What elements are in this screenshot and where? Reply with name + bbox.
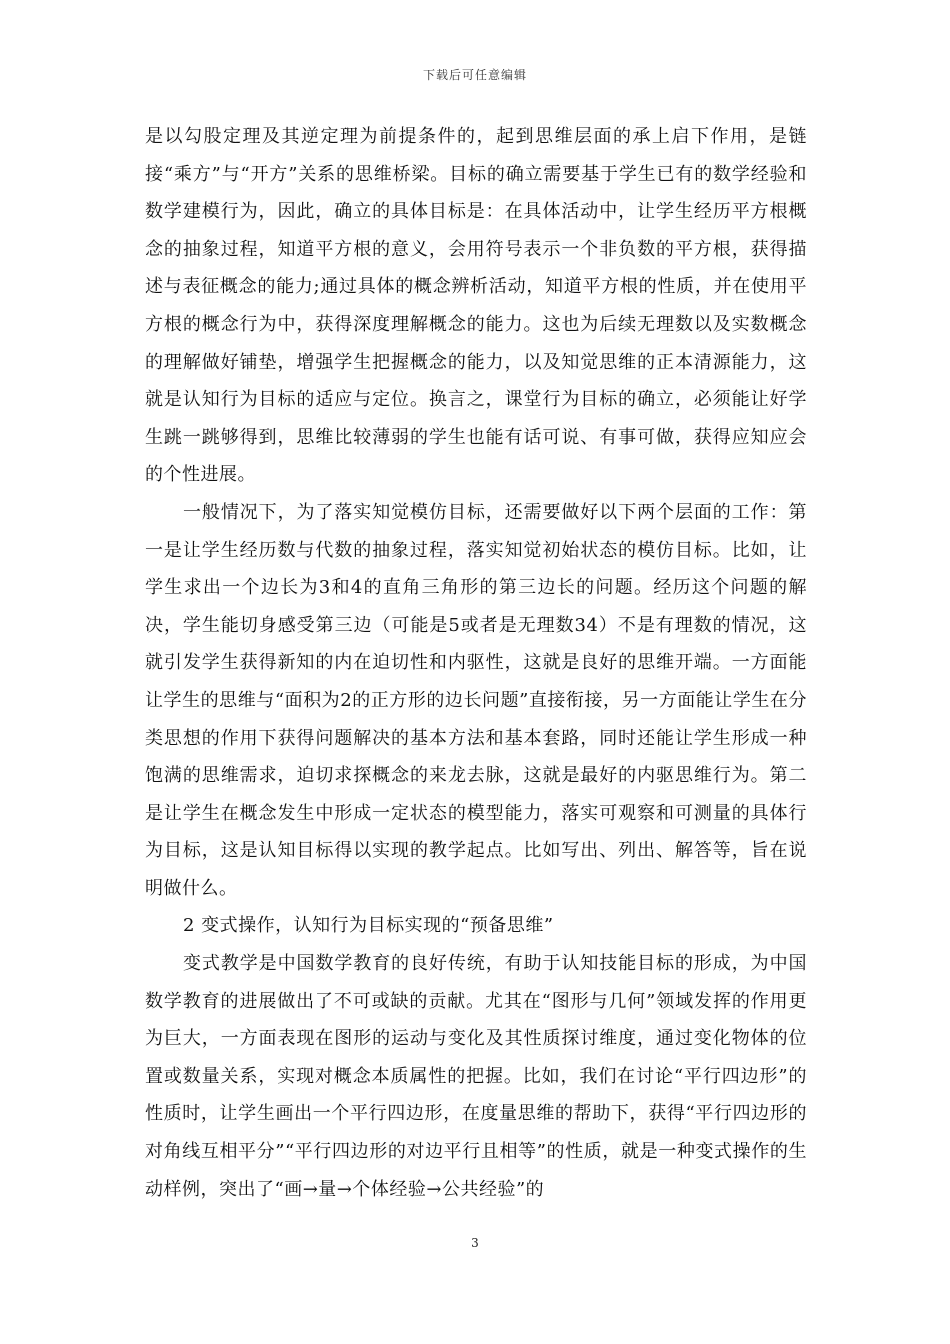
page-header: 下载后可任意编辑 [422,68,527,82]
section-heading: 2 变式操作，认知行为目标实现的“预备思维” [183,915,554,937]
paragraph-perception-goals: 一般情况下，为了落实知觉模仿目标，还需要做好以下两个层面的工作：第一是让学生经历数与代数的抽象过程，落实知觉初始状态的模仿目标。比如，让学生求出一个边长为3和4的直角三角形的第三边长的问题。经历这个问题的解决，学生能切身感受第三边（可能是5或者是无理数34）不是有理数的情况，这就引发学生获得新知的内在迫切性和内驱性，这就是良好的思维开端。一方面能让学生的思维与“面积为2的正方形的边长问题”直接衔接，另一方面能让学生在分类思想的作用下获得问题解决的基本方法和基本套路，同时还能让学生形成一种饱满的思维需求，迫切求探概念的来龙去脉，这就是最好的内驱思维行为。第二是让学生在概念发生中形成一定状态的模型能力，落实可观察和可测量的具体行为目标，这是认知目标得以实现的教学起点。比如写出、列出、解答等，旨在说明做什么。 [145,501,807,899]
paragraph-variation-teaching: 变式教学是中国数学教育的良好传统，有助于认知技能目标的形成，为中国数学教育的进展做出了不可或缺的贡献。尤其在“图形与几何”领域发挥的作用更为巨大，一方面表现在图形的运动与变化及其性质探讨维度，通过变化物体的位置或数量关系，实现对概念本质属性的把握。比如，我们在讨论“平行四边形”的性质时，让学生画出一个平行四边形，在度量思维的帮助下，获得“平行四边形的对角线互相平分”“平行四边形的对边平行且相等”的性质，就是一种变式操作的生动样例，突出了“画→量→个体经验→公共经验”的 [145,953,807,1200]
page-number: 3 [471,1236,479,1250]
paragraph-continuation: 是以勾股定理及其逆定理为前提条件的，起到思维层面的承上启下作用，是链接“乘方”与“开方”关系的思维桥梁。目标的确立需要基于学生已有的数学经验和数学建模行为，因此，确立的具体目标是：在具体活动中，让学生经历平方根概念的抽象过程，知道平方根的意义，会用符号表示一个非负数的平方根，获得描述与表征概念的能力;通过具体的概念辨析活动，知道平方根的性质，并在使用平方根的概念行为中，获得深度理解概念的能力。这也为后续无理数以及实数概念的理解做好铺垫，增强学生把握概念的能力，以及知觉思维的正本清源能力，这就是认知行为目标的适应与定位。换言之，课堂行为目标的确立，必须能让好学生跳一跳够得到，思维比较薄弱的学生也能有话可说、有事可做，获得应知应会的个性进展。 [145,126,807,486]
document-body [145,118,807,1208]
